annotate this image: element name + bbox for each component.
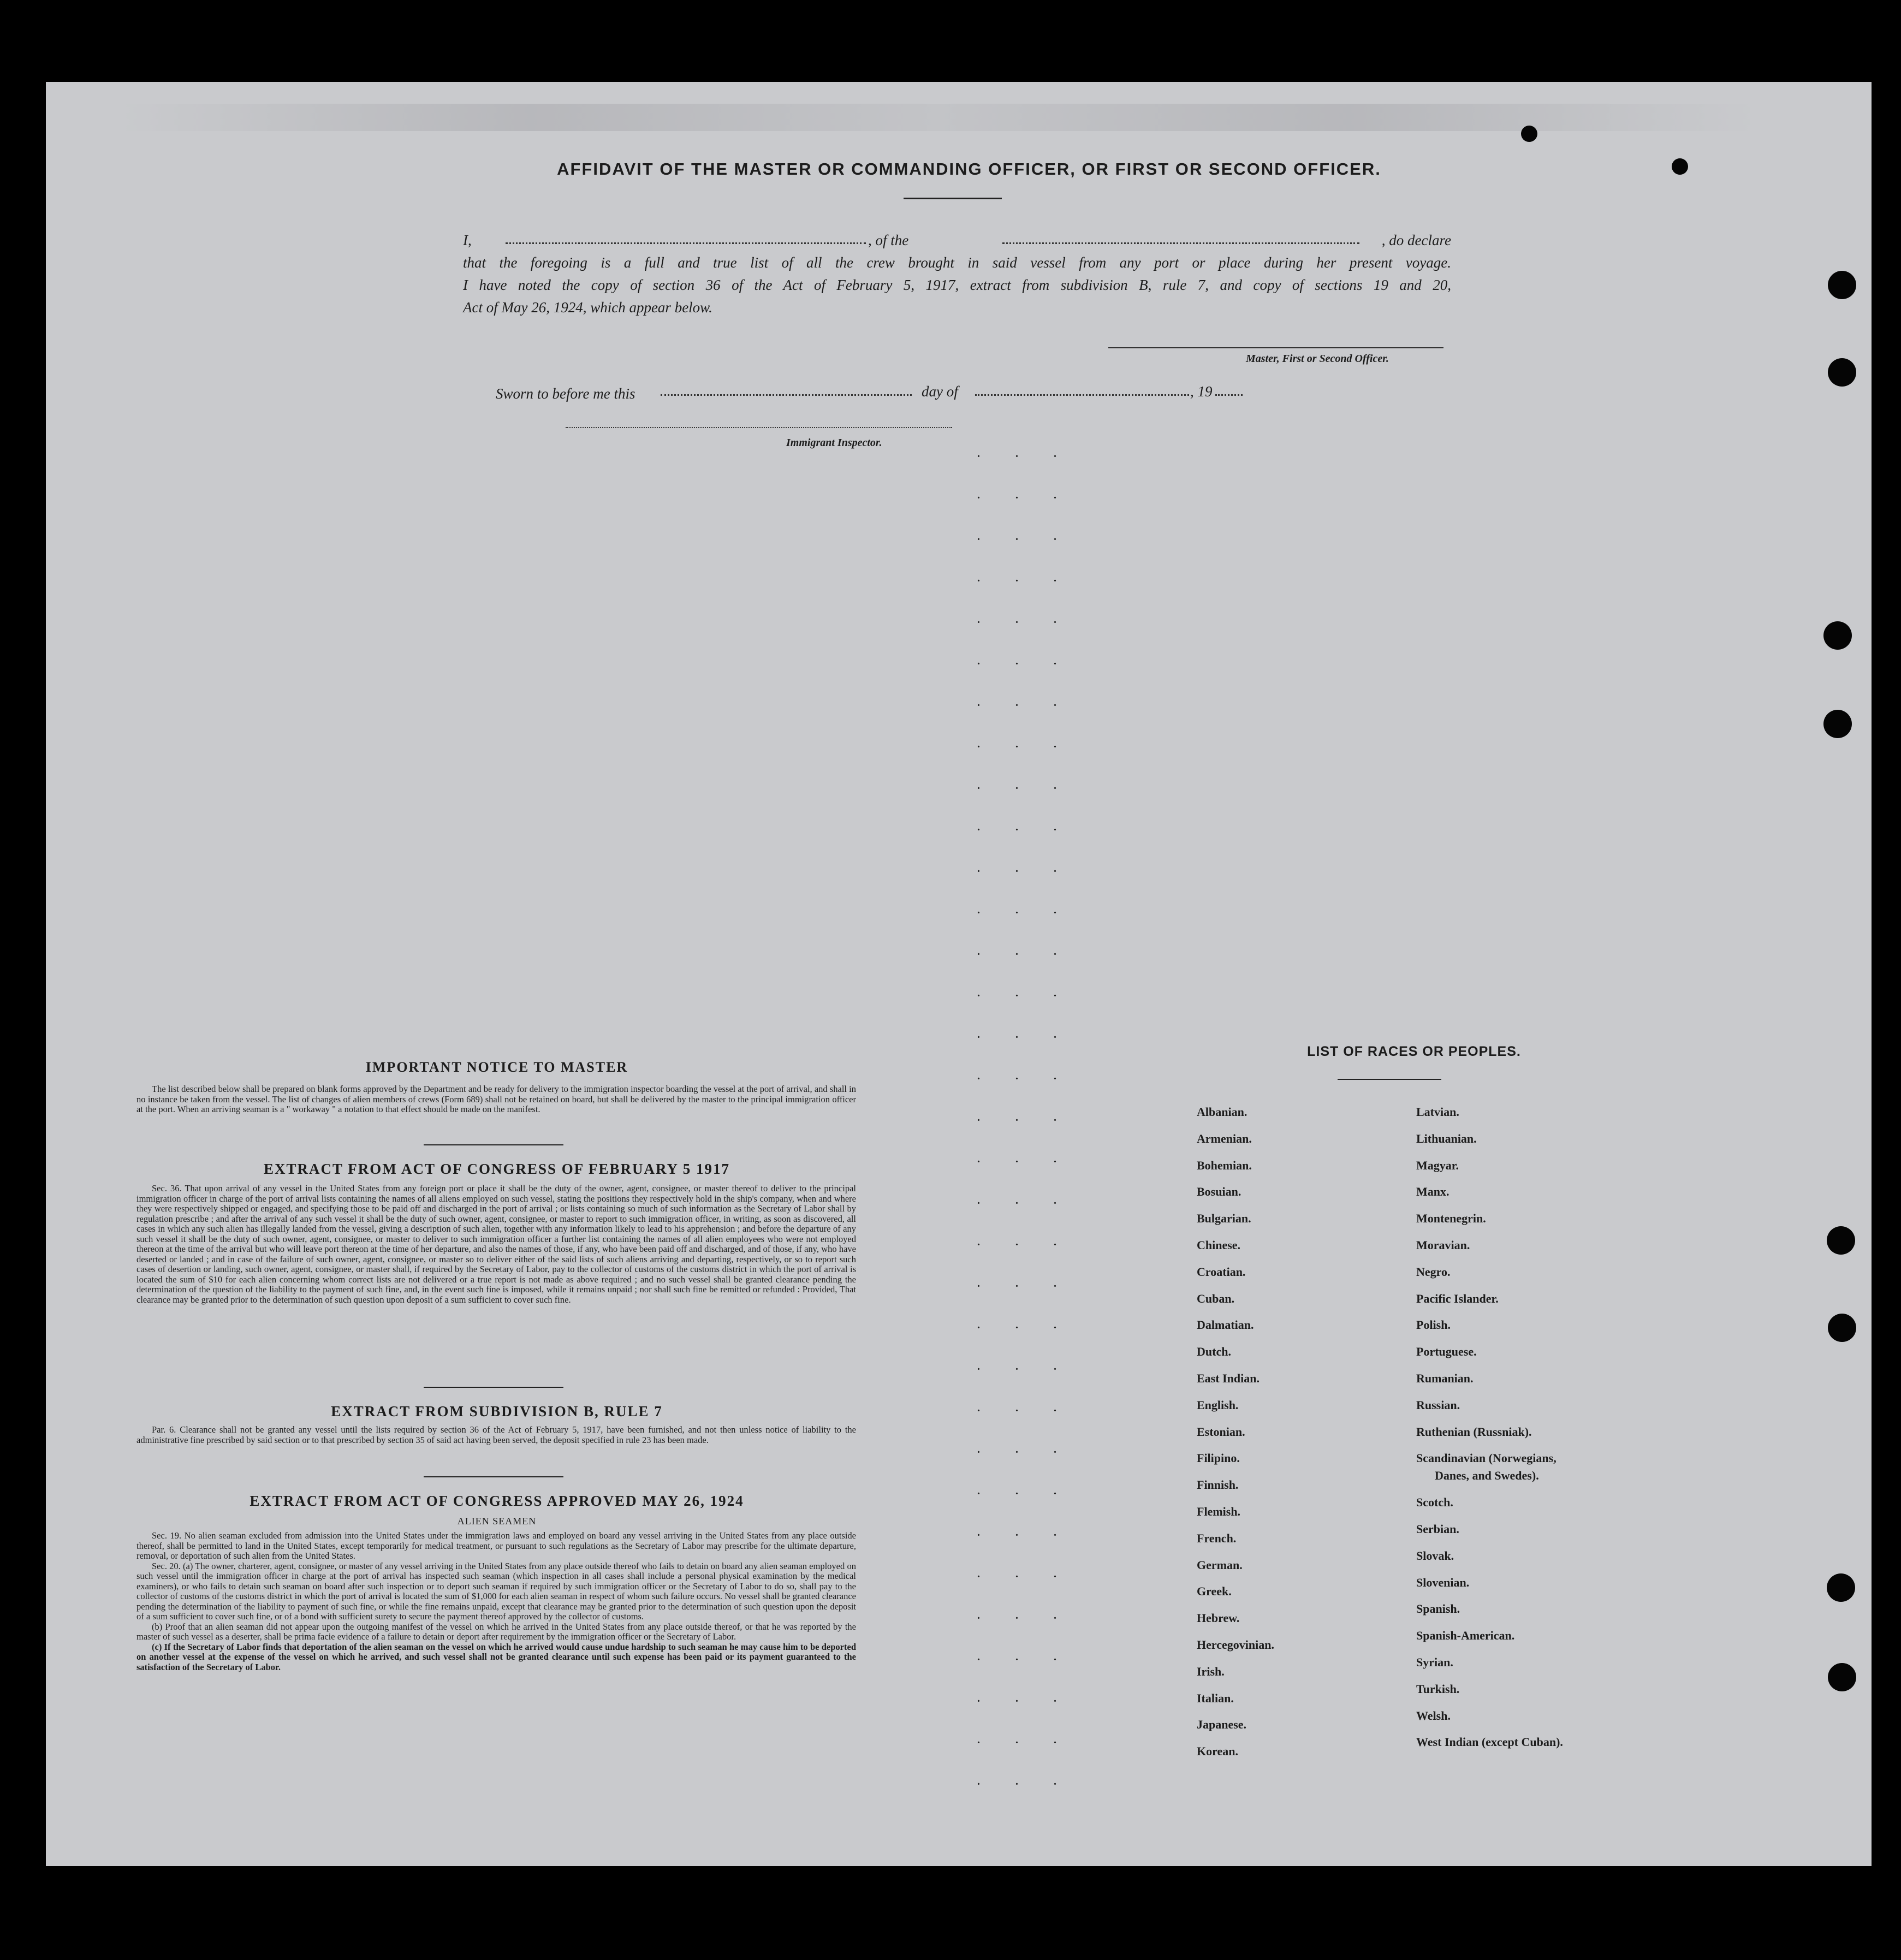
leader-dots: . . . [977, 738, 1073, 750]
race-item: Hercegovinian. [1197, 1638, 1274, 1652]
leader-dots: . . . [977, 1236, 1073, 1248]
divider [424, 1476, 563, 1477]
leader-dots: . . . [977, 448, 1073, 460]
leader-dots: . . . [977, 863, 1073, 875]
leader-dots: . . . [977, 1692, 1073, 1704]
leader-dots: . . . [977, 780, 1073, 792]
race-item: Flemish. [1197, 1505, 1241, 1518]
title-underline [904, 198, 1002, 199]
race-item: German. [1197, 1558, 1243, 1572]
vessel-name-field[interactable] [1002, 242, 1359, 244]
races-title: LIST OF RACES OR PEOPLES. [1307, 1044, 1521, 1059]
leader-dots: . . . [977, 489, 1073, 501]
extract-rule-7-body [136, 1425, 856, 1445]
alien-seamen-subtitle: ALIEN SEAMEN [457, 1516, 537, 1527]
punch-hole [1827, 1573, 1855, 1602]
race-item: Manx. [1416, 1185, 1449, 1199]
race-item: Italian. [1197, 1691, 1234, 1705]
race-item: Latvian. [1416, 1105, 1459, 1119]
leader-dots: . . . [977, 1361, 1073, 1373]
leader-dots: . . . [977, 946, 1073, 958]
leader-dots: . . . [977, 572, 1073, 584]
inspector-caption: Immigrant Inspector. [786, 437, 882, 449]
race-item: Rumanian. [1416, 1371, 1474, 1385]
race-item: Dutch. [1197, 1345, 1231, 1359]
race-item: Syrian. [1416, 1655, 1453, 1669]
leader-dots: . . . [977, 1029, 1073, 1041]
extract-1917-title: EXTRACT FROM ACT OF CONGRESS OF FEBRUARY 5 1917 [263, 1161, 730, 1177]
leader-dots: . . . [977, 1609, 1073, 1622]
race-item: Pacific Islander. [1416, 1291, 1499, 1305]
leader-dots: . . . [977, 1444, 1073, 1456]
extract-1917-body [136, 1184, 856, 1305]
sec-19-text: Sec. 19. No alien seaman excluded from admission into the United States under the immigration laws and employed on board any vessel arriving in the United States from any place outside thereof, shall be permitted to land in the United States, except temporarily for medical treatment, or pursuant to such regulations as the Secretary of Labor may prescribe for the ultimate departure, removal, or deportation of such alien from the United States. [136, 1530, 856, 1561]
race-item: Montenegrin. [1416, 1211, 1486, 1226]
year-label: , 19 [1190, 383, 1213, 400]
par-6-text: Par. 6. Clearance shall not be granted any vessel until the lists required by section 36 of the Act of February 5, 1917, have been furnished, and not then unless notice of liability to the administrative fine prescribed by said section or to that prescribed by section 35 of said act having been served, the deposit specified in rule 23 has been made. [136, 1424, 856, 1445]
race-item: Estonian. [1197, 1424, 1245, 1439]
race-item: Dalmatian. [1197, 1318, 1254, 1332]
punch-hole [1823, 621, 1852, 650]
race-item: Armenian. [1197, 1131, 1252, 1145]
leader-dots: . . . [977, 1734, 1073, 1746]
affidavit-title: AFFIDAVIT OF THE MASTER OR COMMANDING OFFICER, OR FIRST OR SECOND OFFICER. [557, 159, 1381, 179]
race-item: Polish. [1416, 1318, 1451, 1332]
leader-dots: . . . [977, 1651, 1073, 1663]
leader-dots: . . . [977, 655, 1073, 667]
leader-dots: . . . [977, 987, 1073, 999]
race-item: Japanese. [1197, 1718, 1247, 1732]
punch-hole [1672, 158, 1688, 175]
race-item: East Indian. [1197, 1371, 1260, 1385]
leader-dots: . . . [977, 1775, 1073, 1787]
leader-dots: . . . [977, 1153, 1073, 1165]
race-item: Albanian. [1197, 1105, 1247, 1119]
race-item: Cuban. [1197, 1291, 1235, 1305]
race-item: Portuguese. [1416, 1345, 1477, 1359]
race-item: Bosuian. [1197, 1185, 1241, 1199]
declaration-block [463, 229, 1451, 319]
master-signature-caption: Master, First or Second Officer. [1246, 353, 1389, 365]
extract-1924-title: EXTRACT FROM ACT OF CONGRESS APPROVED MAY 26, 1924 [249, 1493, 744, 1509]
punch-hole [1828, 271, 1856, 299]
race-item: Hebrew. [1197, 1611, 1240, 1625]
punch-hole [1823, 710, 1852, 738]
notice-title: IMPORTANT NOTICE TO MASTER [365, 1059, 628, 1075]
race-item: Bohemian. [1197, 1158, 1252, 1172]
declarant-name-field[interactable] [506, 242, 866, 244]
notice-text: The list described below shall be prepared on blank forms approved by the Department and be ready for delivery to the immigration inspector boarding the vessel at the port of arrival, and shall in no instance be taken from the vessel. The list of changes of alien members of crews (Form 689) shall not be retained on board, but shall be delivered by the master to the principal immigration officer at the port. When an arriving seaman is a " workaway " a notation to that effect should be made on the manifest. [136, 1084, 856, 1114]
race-item: Spanish-American. [1416, 1629, 1515, 1643]
declarant-prefix: I, [463, 232, 472, 248]
divider [424, 1387, 563, 1388]
declaration-line-4: Act of May 26, 1924, which appear below. [463, 299, 712, 316]
race-item: French. [1197, 1531, 1237, 1545]
punch-hole [1828, 1663, 1856, 1691]
race-item-continuation: Danes, and Swedes). [1435, 1469, 1539, 1483]
leader-dots: . . . [977, 1319, 1073, 1331]
do-declare-label: , do declare [1381, 232, 1451, 248]
punch-hole [1828, 1314, 1856, 1342]
race-item: Turkish. [1416, 1682, 1460, 1696]
leader-dots: . . . [977, 531, 1073, 543]
race-item: Magyar. [1416, 1158, 1459, 1172]
punch-hole [1828, 358, 1856, 387]
leader-dots: . . . [977, 1195, 1073, 1207]
leader-dots: . . . [977, 1112, 1073, 1124]
declaration-line-2: that the foregoing is a full and true list of all the crew brought in said vessel from any port or place during her present voyage. [463, 254, 1451, 271]
race-item: Korean. [1197, 1744, 1238, 1759]
race-item: Scandinavian (Norwegians, [1416, 1451, 1557, 1465]
leader-dots: . . . [977, 1402, 1073, 1414]
race-item: Russian. [1416, 1398, 1460, 1412]
race-item: Lithuanian. [1416, 1131, 1477, 1145]
leader-dots: . . . [977, 1070, 1073, 1082]
race-item: Serbian. [1416, 1522, 1459, 1536]
sworn-month-field[interactable] [975, 394, 1189, 396]
race-item: Moravian. [1416, 1238, 1470, 1252]
punch-hole [1521, 126, 1537, 142]
race-item: Filipino. [1197, 1451, 1240, 1465]
sec-20a-text: Sec. 20. (a) The owner, charterer, agent, consignee, or master of any vessel arriving in the United States from any place outside thereof who fails to detain on board any alien seaman employed on such vessel until the immigration officer in charge at the port of arrival has inspected such seaman (which inspection in all cases shall include a personal physical examination by the medical examiners), or who fails to detain such seaman on board after such inspection or to deport such seaman if required by such immigration officer or the Secretary of Labor to do so, shall pay to the collector of customs of the customs district in which the port of arrival is located the sum of $1,000 for each alien seaman in respect of whom such failure occurs. No vessel shall be granted clearance pending the determination of the liability to payment of such fine, or while the fine remains unpaid, except that clearance may be granted prior to the determination of such question upon the deposit of a sum sufficient to cover such fine, or of a bond with sufficient surety to secure the payment thereof approved by the collector of customs. [136, 1560, 856, 1622]
race-item: Ruthenian (Russniak). [1416, 1424, 1532, 1439]
race-item: Chinese. [1197, 1238, 1241, 1252]
divider [424, 1144, 563, 1145]
race-item: Scotch. [1416, 1495, 1453, 1510]
day-of-label: day of [922, 383, 958, 400]
race-item: Slovak. [1416, 1548, 1454, 1563]
leader-dots: . . . [977, 1568, 1073, 1580]
race-item: Finnish. [1197, 1478, 1239, 1492]
sworn-day-field[interactable] [661, 394, 912, 396]
sec-36-text: Sec. 36. That upon arrival of any vessel in the United States from any foreign port or place it shall be the duty of the owner, agent, consignee, or master thereof to deliver to the principal immigration officer in charge of the port of arrival lists containing the names of all aliens employed on such vessel, stating the positions they respectively hold in the ship's company, when and where they were respectively shipped or engaged, and specifying those to be paid off and discharged in the port of arrival ; or lists containing so much of such information as the Secretary of Labor shall by regulation prescribe ; and after the arrival of any such vessel it shall be the duty of such owner, agent, consignee, or master to report to such immigration officer, in writing, as soon as discovered, all cases in which any such alien has illegally landed from the vessel, giving a description of such alien, together with any information likely to lead to his apprehension ; and before the departure of any such vessel it shall be the duty of such owner, agent, consignee, or master to deliver to such immigration officer a further list containing the names of all alien employees who were not employed thereon at the time of the arrival but who will leave port thereon at the time of her departure, and also the names of those, if any, who have been paid off and discharged, and of those, if any, who have deserted or landed ; and in case of the failure of such owner, agent, consignee, or master so to deliver either of the said lists of such aliens arriving and departing, respectively, or so to report such cases of desertion or landing, such owner, agent, consignee, or master shall, if required by the Secretary of Labor, pay to the collector of customs of the customs district in which the port of arrival is located the sum of $10 for each alien concerning whom correct lists are not delivered or a true report is not made as above required ; and no such vessel shall be granted clearance pending the determination of the question of the liability to the payment of such fine, and, in the event such fine is imposed, while it remains unpaid ; nor shall such fine be remitted or refunded : Provided, That clearance may be granted prior to the determination of such question upon deposit of a sum sufficient to cover such fine. [136, 1183, 856, 1305]
leader-dots: . . . [977, 697, 1073, 709]
sworn-year-field[interactable] [1215, 394, 1243, 396]
race-item: Bulgarian. [1197, 1211, 1251, 1226]
bleed-through-header [120, 104, 1758, 131]
race-item: Spanish. [1416, 1602, 1460, 1616]
leader-dots: . . . [977, 821, 1073, 833]
extract-rule-7-title: EXTRACT FROM SUBDIVISION B, RULE 7 [331, 1403, 663, 1419]
race-item: English. [1197, 1398, 1239, 1412]
master-signature-line[interactable] [1108, 347, 1443, 348]
of-the-label: , of the [868, 232, 909, 248]
declaration-line-3: I have noted the copy of section 36 of the Act of February 5, 1917, extract from subdivision B, rule 7, and copy of sections 19 and 20, [463, 277, 1451, 293]
race-item: Irish. [1197, 1664, 1225, 1678]
race-item: Greek. [1197, 1584, 1232, 1599]
leader-dots: . . . [977, 1527, 1073, 1539]
punch-hole [1827, 1226, 1855, 1255]
race-item: West Indian (except Cuban). [1416, 1735, 1563, 1749]
sec-20b-text: (b) Proof that an alien seaman did not appear upon the outgoing manifest of the vessel on which he arrived in the United States from any place outside thereof, or that he was reported by the master of such vessel as a deserter, shall be prima facie evidence of a failure to detain or deport after requirement by the immigration officer or the Secretary of Labor. [136, 1621, 856, 1642]
leader-dots: . . . [977, 904, 1073, 916]
races-title-underline [1338, 1079, 1441, 1080]
race-item: Slovenian. [1416, 1575, 1470, 1589]
leader-dots: . . . [977, 1485, 1073, 1497]
leader-dots: . . . [977, 614, 1073, 626]
race-item: Negro. [1416, 1264, 1451, 1279]
notice-body [136, 1084, 856, 1115]
extract-1924-body [136, 1531, 856, 1672]
sec-20c-text: (c) If the Secretary of Labor finds that deportation of the alien seaman on the vessel on which he arrived would cause undue hardship to such seaman he may cause him to be deported on another vessel at the expense of the vessel on which he arrived, and such vessel shall not be granted clearance until such expense has been paid or its payment guaranteed to the satisfaction of the Secretary of Labor. [136, 1641, 856, 1672]
inspector-signature-line[interactable] [566, 427, 952, 428]
race-item: Croatian. [1197, 1264, 1246, 1279]
race-item: Welsh. [1416, 1708, 1451, 1723]
sworn-label: Sworn to before me this [496, 385, 635, 402]
leader-dots: . . . [977, 1278, 1073, 1290]
